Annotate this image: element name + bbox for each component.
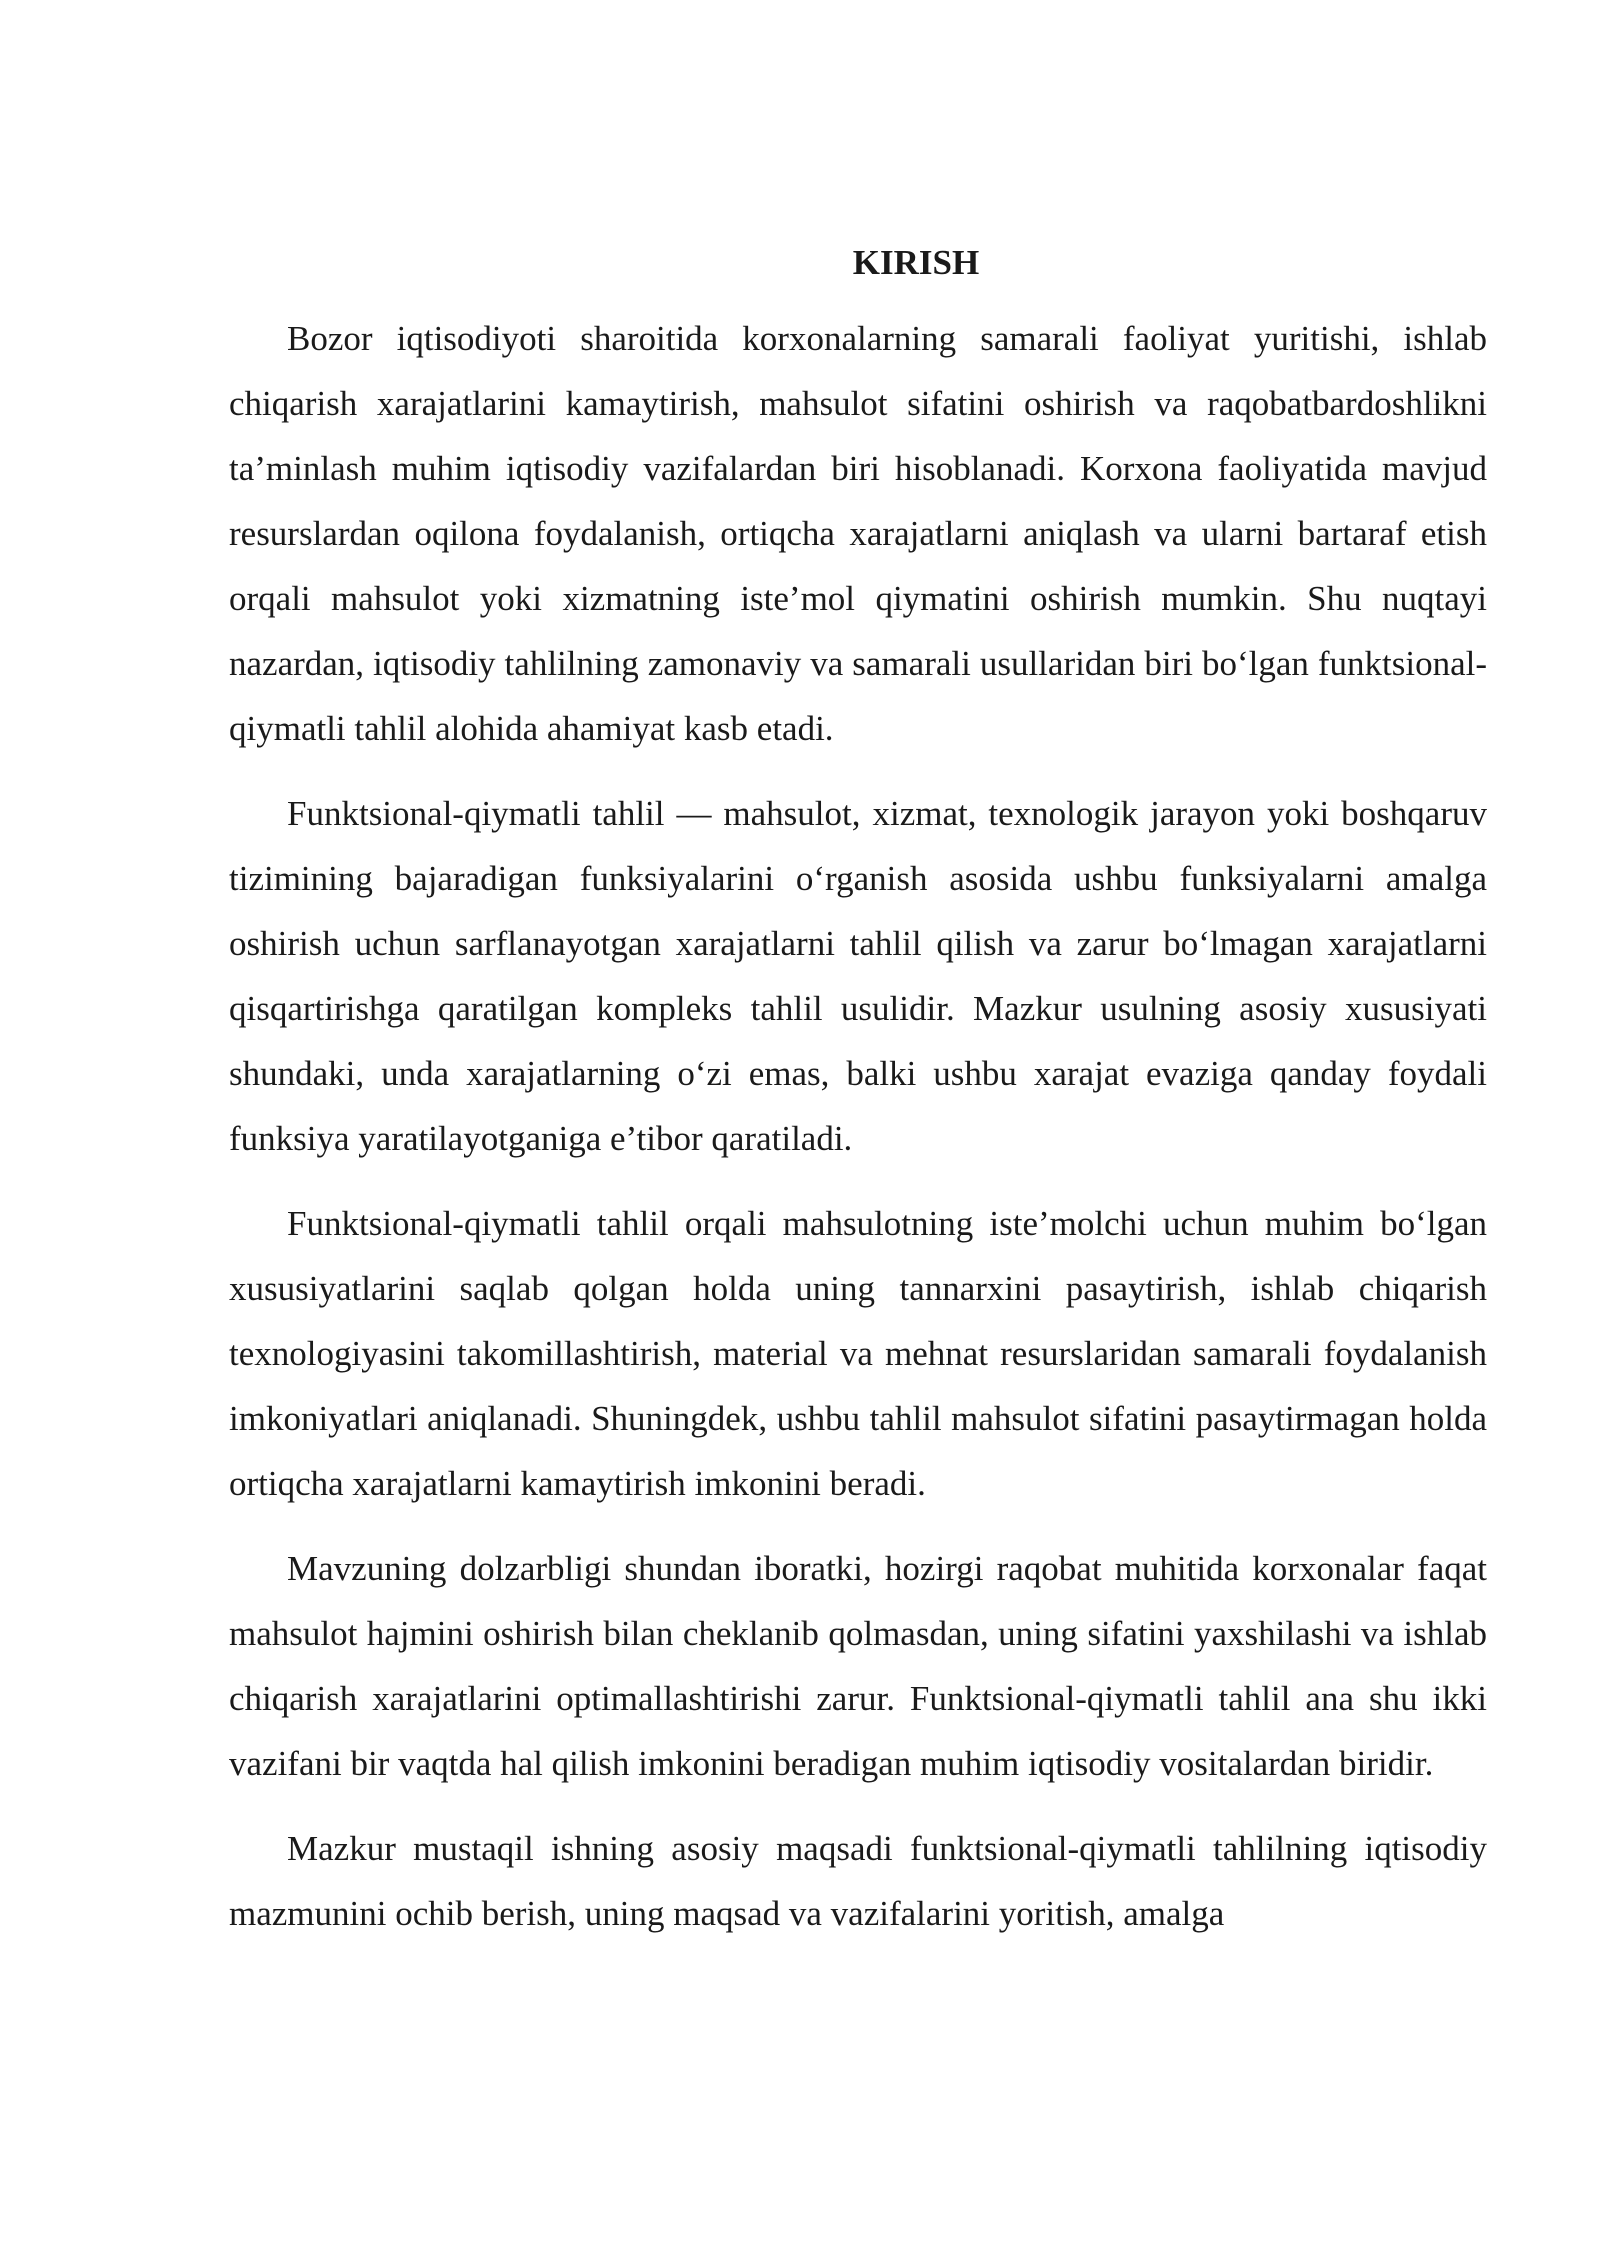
paragraph-4: Mavzuning dolzarbligi shundan iboratki, hozirgi raqobat muhitida korxonalar faqat mahsulot hajmini oshirish bilan cheklanib qolmasdan, uning sifatini yaxshilashi va ishlab chiqarish xarajatlarini optimallashtirishi zarur. Funktsional-qiymatli tahlil ana shu ikki vazifani bir vaqtda hal qilish imkonini beradigan muhim iqtisodiy vositalardan biridir. — [229, 1549, 1487, 1783]
section-title: KIRISH — [852, 243, 980, 282]
paragraph-2: Funktsional-qiymatli tahlil — mahsulot, xizmat, texnologik jarayon yoki boshqaruv tizimining bajaradigan funksiyalarini o‘rganish asosida ushbu funksiyalarni amalga oshirish uchun sarflanayotgan xarajatlarni tahlil qilish va zarur bo‘lmagan xarajatlarni qisqartirishga qaratilgan kompleks tahlil usulidir. Mazkur usulning asosiy xususiyati shundaki, unda xarajatlarning o‘zi emas, balki ushbu xarajat evaziga qanday foydali funksiya yaratilayotganiga e’tibor qaratiladi. — [229, 794, 1487, 1158]
paragraph-1: Bozor iqtisodiyoti sharoitida korxonalarning samarali faoliyat yuritishi, ishlab chiqarish xarajatlarini kamaytirish, mahsulot sifatini oshirish va raqobatbardoshlikni ta’minlash muhim iqtisodiy vazifalardan biri hisoblanadi. Korxona faoliyatida mavjud resurslardan oqilona foydalanish, ortiqcha xarajatlarni aniqlash va ularni bartaraf etish orqali mahsulot yoki xizmatning iste’mol qiymatini oshirish mumkin. Shu nuqtayi nazardan, iqtisodiy tahlilning zamonaviy va samarali usullaridan biri bo‘lgan funktsional-qiymatli tahlil alohida ahamiyat kasb etadi. — [229, 319, 1487, 748]
paragraph-3: Funktsional-qiymatli tahlil orqali mahsulotning iste’molchi uchun muhim bo‘lgan xususiyatlarini saqlab qolgan holda uning tannarxini pasaytirish, ishlab chiqarish texnologiyasini takomillashtirish, material va mehnat resurslaridan samarali foydalanish imkoniyatlari aniqlanadi. Shuningdek, ushbu tahlil mahsulot sifatini pasaytirmagan holda ortiqcha xarajatlarni kamaytirish imkonini beradi. — [229, 1204, 1487, 1503]
paragraph-5: Mazkur mustaqil ishning asosiy maqsadi funktsional-qiymatli tahlilning iqtisodiy mazmunini ochib berish, uning maqsad va vazifalarini yoritish, amalga — [229, 1829, 1487, 1933]
document-body — [229, 238, 1487, 1966]
